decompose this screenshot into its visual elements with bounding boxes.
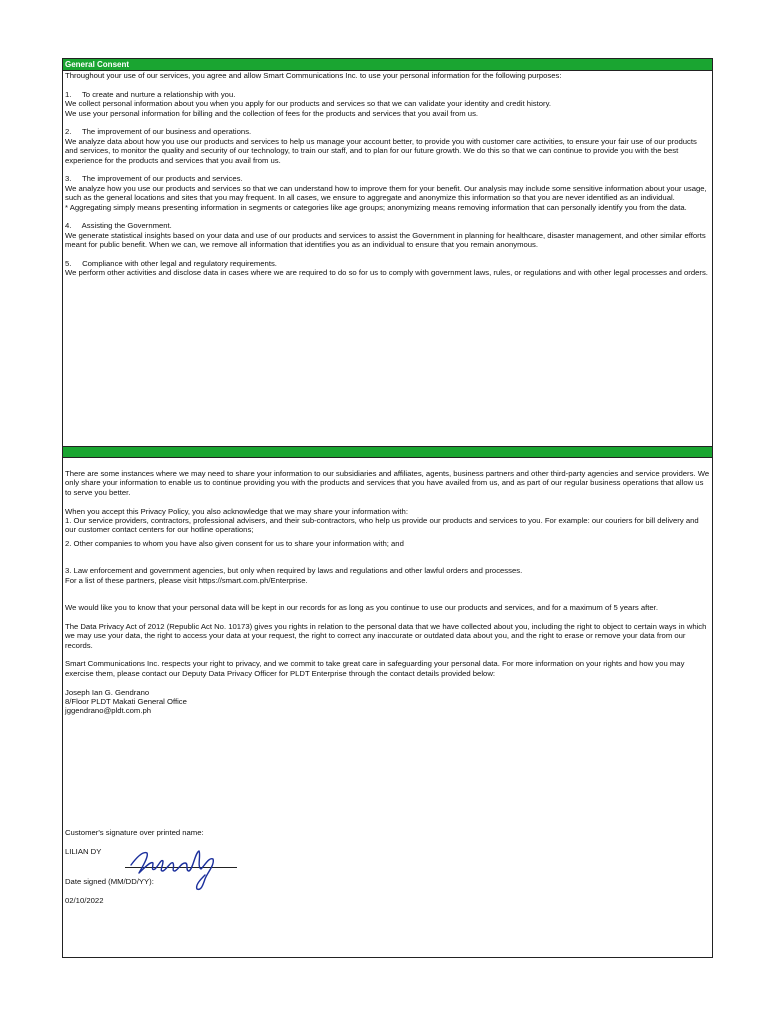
sharing-list-item: 1. Our service providers, contractors, professional advisers, and their sub-contractors, who help us provide our products and services to you. For example: our couriers for bill delivery and our customer contact centers for our hotline operations; — [65, 516, 701, 535]
signature-label: Customer's signature over printed name: — [65, 828, 204, 837]
item-body: We analyze data about how you use our products and services to help us manage your account better, to provide you with customer care activities, to ensure your fair use of our products and services, to monitor the quality and security of our technology, to train our staff, and to plan for our future growth. We do this so that we can continue to provide you with the best experience for the products and services that you avail from us. — [65, 136, 700, 165]
item-heading: 1. To create and nurture a relationship with you. — [65, 89, 236, 99]
item-heading: 3. The improvement of our products and services. — [65, 174, 243, 184]
signature-printed-name: LILIAN DY — [65, 847, 102, 856]
sharing-accept: When you accept this Privacy Policy, you also acknowledge that we may share your information with: — [65, 506, 408, 516]
section-divider — [63, 446, 712, 458]
item-heading: 5. Compliance with other legal and regulatory requirements. — [65, 259, 277, 269]
date-signed-label: Date signed (MM/DD/YY): — [65, 877, 154, 886]
sharing-list-item: 2. Other companies to whom you have also given consent for us to share your information with; and — [65, 538, 404, 548]
item-heading: 2. The improvement of our business and operations. — [65, 127, 252, 137]
contact-text: Smart Communications Inc. respects your right to privacy, and we commit to take great care in safeguarding your personal data. For more information on your rights and how you may exercise them, please contact our Deputy Data Privacy Officer for PLDT Enterprise through the contact details provided below: — [65, 659, 687, 678]
consent-section — [65, 71, 710, 278]
item-body: We collect personal information about you when you apply for our products and services so that we can validate your identity and credit history. We use your personal information for billing and the collection of fees for the products and services that you avail from us. — [65, 99, 551, 118]
item-heading: 4. Assisting the Government. — [65, 221, 172, 231]
header-bar — [63, 59, 712, 71]
date-signed-value: 02/10/2022 — [65, 896, 104, 905]
officer-address: 8/Floor PLDT Makati General Office — [65, 697, 187, 707]
item-body: We generate statistical insights based on your data and use of our products and services to assist the Government in planning for healthcare, disaster management, and other similar efforts meant for public benefit. When we can, we remove all information that identifies you as an individual to ensure that you remain anonymous. — [65, 230, 708, 250]
partners-link-text: For a list of these partners, please visit https://smart.com.ph/Enterprise. — [65, 575, 308, 585]
consent-form — [62, 58, 713, 958]
sharing-intro: There are some instances where we may need to share your information to our subsidiaries and affiliates, agents, business partners and other third-party agencies and service providers. We only share your information to enable us to continue providing you with the products and services that you have availed from us, and as part of our regular business operations that allow us to serve you better. — [65, 469, 712, 497]
sharing-list-item: 3. Law enforcement and government agencies, but only when required by laws and regulations and other lawful orders and processes. — [65, 566, 523, 576]
officer-email: jggendrano@pldt.com.ph — [65, 706, 152, 716]
section-title: General Consent — [65, 60, 130, 69]
rights-text: The Data Privacy Act of 2012 (Republic Act No. 10173) gives you rights in relation to the personal data that we have collected about you, including the right to object to certain ways in which we may use your data, the right to access your data at your request, the right to correct any inaccurate or outdated data about you, and the right to erase or remove your data from our records. — [65, 621, 709, 650]
item-body: We analyze how you use our products and services so that we can understand how to improve them for your benefit. Our analysis may include some sensitive information about your usage, such as the general locations and sites that you may frequent. In all cases, we ensure to aggregate and anonymize this information so that you are never identified as an individual. * Aggregating simply means presenting information in segments or categories like age groups; anonymizing means removing information that can personally identify you from the data. — [65, 183, 707, 212]
officer-name: Joseph Ian G. Gendrano — [65, 687, 150, 697]
retention-text: We would like you to know that your personal data will be kept in our records for as long as you continue to use our products and services, and for a maximum of 5 years after. — [65, 603, 658, 613]
sharing-section — [65, 469, 710, 716]
intro-text: Throughout your use of our services, you agree and allow Smart Communications Inc. to use your personal information for the following purposes: — [65, 71, 562, 80]
item-body: We perform other activities and disclose data in cases where we are required to do so for us to comply with government laws, rules, or regulations and with other legal processes and orders. — [65, 268, 708, 278]
